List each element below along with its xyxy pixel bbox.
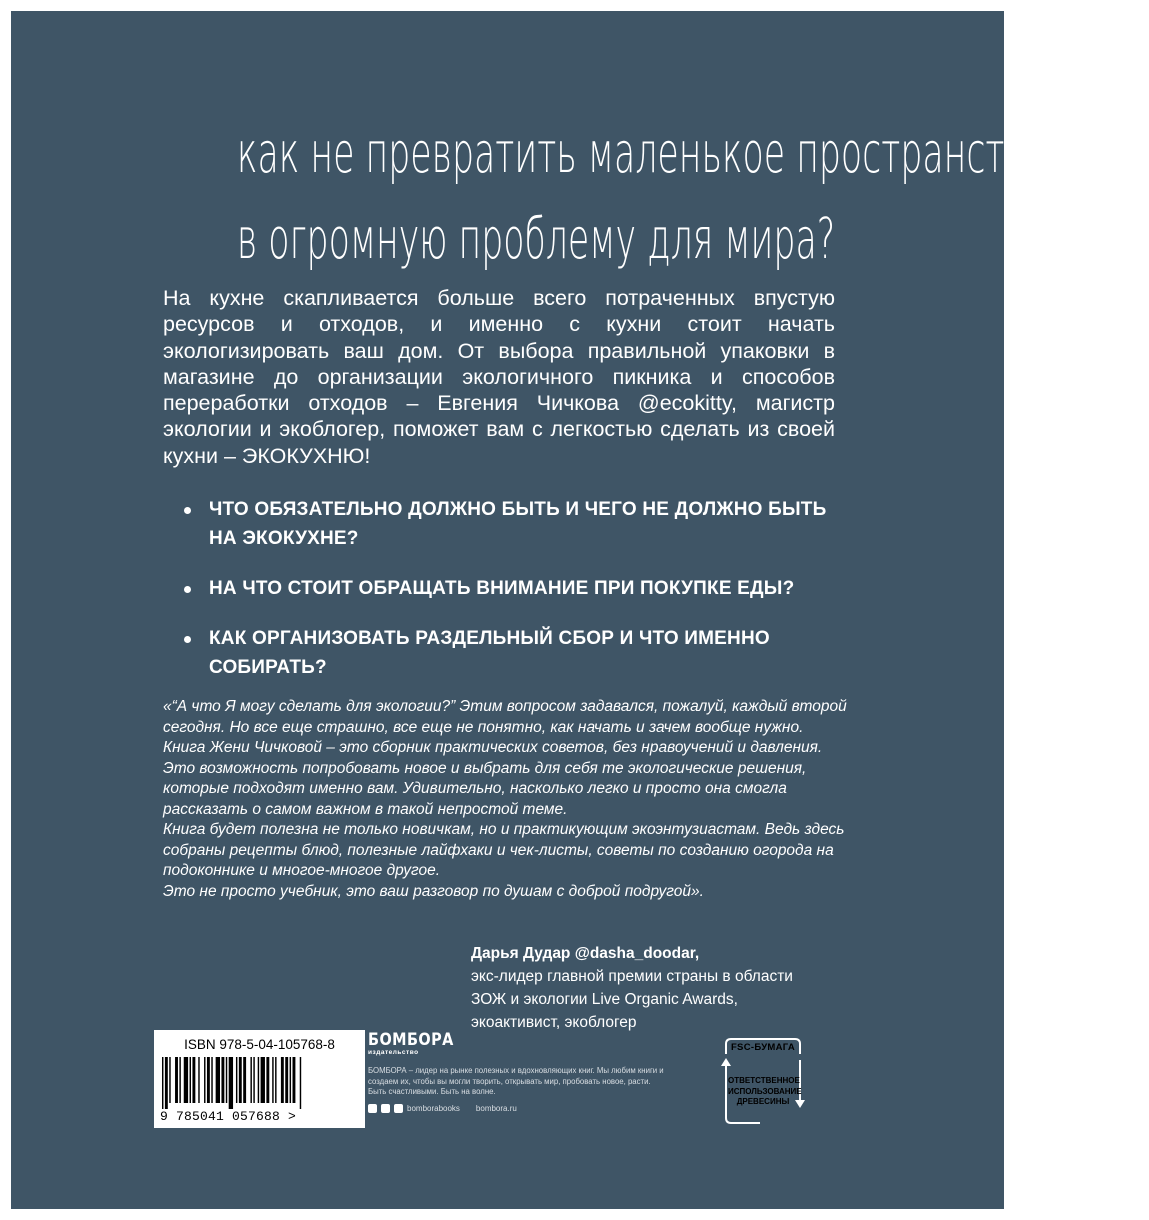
barcode-bar [300, 1057, 301, 1109]
barcode-bar [216, 1057, 220, 1103]
barcode-bar [226, 1057, 227, 1103]
fsc-line: ОТВЕТСТВЕННОЕ [728, 1076, 800, 1085]
question-item: НА ЧТО СТОИТ ОБРАЩАТЬ ВНИМАНИЕ ПРИ ПОКУПКЕ ЕДЫ? [181, 574, 841, 603]
barcode-bar [165, 1057, 168, 1109]
isbn-digits: 9 785041 057688 > [160, 1109, 297, 1124]
barcode-bar [190, 1057, 191, 1103]
isbn-label: ISBN 978-5-04-105768-8 [184, 1037, 335, 1052]
publisher-social-handle: bomborabooks [407, 1103, 460, 1113]
publisher-block [368, 1030, 678, 1113]
author-title: ЗОЖ и экологии Live Organic Awards, [471, 991, 738, 1008]
quote-paragraph: Книга будет полезна не только новичкам, но и практикующим экоэнтузиастам. Ведь здесь собраны рецепты блюд, полезные лайфхаки и чек-листы, советы по созданию огорода на подоконнике и многое-многое другое. [163, 821, 845, 879]
facebook-icon [368, 1104, 377, 1113]
barcode-bar [221, 1057, 224, 1103]
review-quote [163, 697, 853, 902]
publisher-links [368, 1104, 678, 1113]
fsc-line: ДРЕВЕСИНЫ [736, 1097, 790, 1106]
barcode-bar [250, 1057, 251, 1103]
publisher-site: bombora.ru [475, 1103, 517, 1113]
barcode-bar [293, 1057, 296, 1103]
question-list [181, 495, 841, 703]
barcode-bar [253, 1057, 254, 1103]
barcode-bar [239, 1057, 242, 1103]
quote-author [471, 942, 851, 1034]
fsc-line: ИСПОЛЬЗОВАНИЕ [728, 1086, 802, 1096]
barcode-bar [162, 1057, 163, 1109]
barcode-bar [207, 1057, 210, 1103]
barcode-bar [236, 1057, 237, 1103]
barcode-bar [204, 1057, 205, 1103]
barcode-bar [281, 1057, 284, 1103]
author-title: экоактивист, экоблогер [471, 1014, 637, 1031]
barcode-bar [179, 1057, 180, 1103]
quote-paragraph: Книга Жени Чичковой – это сборник практических советов, без нравоучений и давления. Это возможность попробовать новое и выбрать для себя те экологические решения, которые подходят именно вам. Удивительно, насколько легко и просто она смогла рассказать о самом важном в такой непростой теме. [163, 739, 823, 818]
barcode-bar [175, 1057, 178, 1103]
fsc-badge [714, 1036, 812, 1126]
fsc-text [728, 1076, 802, 1108]
vk-icon [381, 1104, 390, 1113]
quote-paragraph: «“А что Я могу сделать для экологии?” Этим вопросом задавался, пожалуй, каждый второй сегодня. Но все еще страшно, все еще не понятно, как начать и зачем вообще нужно. [163, 698, 847, 736]
barcode-bar [266, 1057, 269, 1103]
quote-paragraph: Это не просто учебник, это ваш разговор по душам с доброй подругой». [163, 882, 704, 900]
barcode-bar [261, 1057, 265, 1103]
question-item: КАК ОРГАНИЗОВАТЬ РАЗДЕЛЬНЫЙ СБОР И ЧТО ИМЕННО СОБИРАТЬ? [181, 624, 841, 682]
barcode-bar [272, 1057, 273, 1103]
barcode-bar [258, 1057, 259, 1103]
headline-line-1: как не превратить маленькое пространство дома [236, 121, 1149, 186]
instagram-icon [394, 1104, 403, 1113]
barcode-bar [290, 1057, 291, 1103]
publisher-subtitle: издательство [368, 1049, 419, 1056]
author-title: экс-лидер главной премии страны в области [471, 968, 793, 985]
barcode-bar [275, 1057, 276, 1103]
barcode-bar [184, 1057, 188, 1103]
barcode-bar [198, 1057, 199, 1103]
barcode-icon [162, 1057, 358, 1109]
barcode-bar [229, 1057, 233, 1109]
publisher-description: БОМБОРА – лидер на рынке полезных и вдохновляющих книг. Мы любим книги и создаем их, чтобы вы могли творить, открывать мир, пробовать новое, расти. Быть счастливыми. Быть на волне. [368, 1066, 664, 1096]
publisher-logo: БОМБОРА [368, 1030, 454, 1050]
intro-paragraph: На кухне скапливается больше всего потраченных впустую ресурсов и отходов, и именно с кухни стоит начать экологизировать ваш дом. От выбора правильной упаковки в магазине до организации экологичного пикника и способов переработки отходов – Евгения Чичкова @ecokitty, магистр экологии и экоблогер, поможет вам с легкостью сделать из своей кухни – ЭКОКУХНЮ! [163, 286, 835, 468]
barcode-bar [192, 1057, 195, 1103]
headline [71, 111, 1149, 283]
question-item: ЧТО ОБЯЗАТЕЛЬНО ДОЛЖНО БЫТЬ И ЧЕГО НЕ ДОЛЖНО БЫТЬ НА ЭКОКУХНЕ? [181, 495, 841, 553]
author-name: Дарья Дудар @dasha_doodar, [471, 945, 700, 962]
barcode-bar [285, 1057, 288, 1103]
barcode-bar [243, 1057, 246, 1103]
barcode-bar [211, 1057, 212, 1103]
headline-line-2: в огромную проблему для мира? [236, 207, 836, 272]
fsc-title: FSC-БУМАГА [730, 1042, 796, 1053]
isbn-barcode [154, 1030, 365, 1128]
barcode-bar [169, 1057, 170, 1103]
